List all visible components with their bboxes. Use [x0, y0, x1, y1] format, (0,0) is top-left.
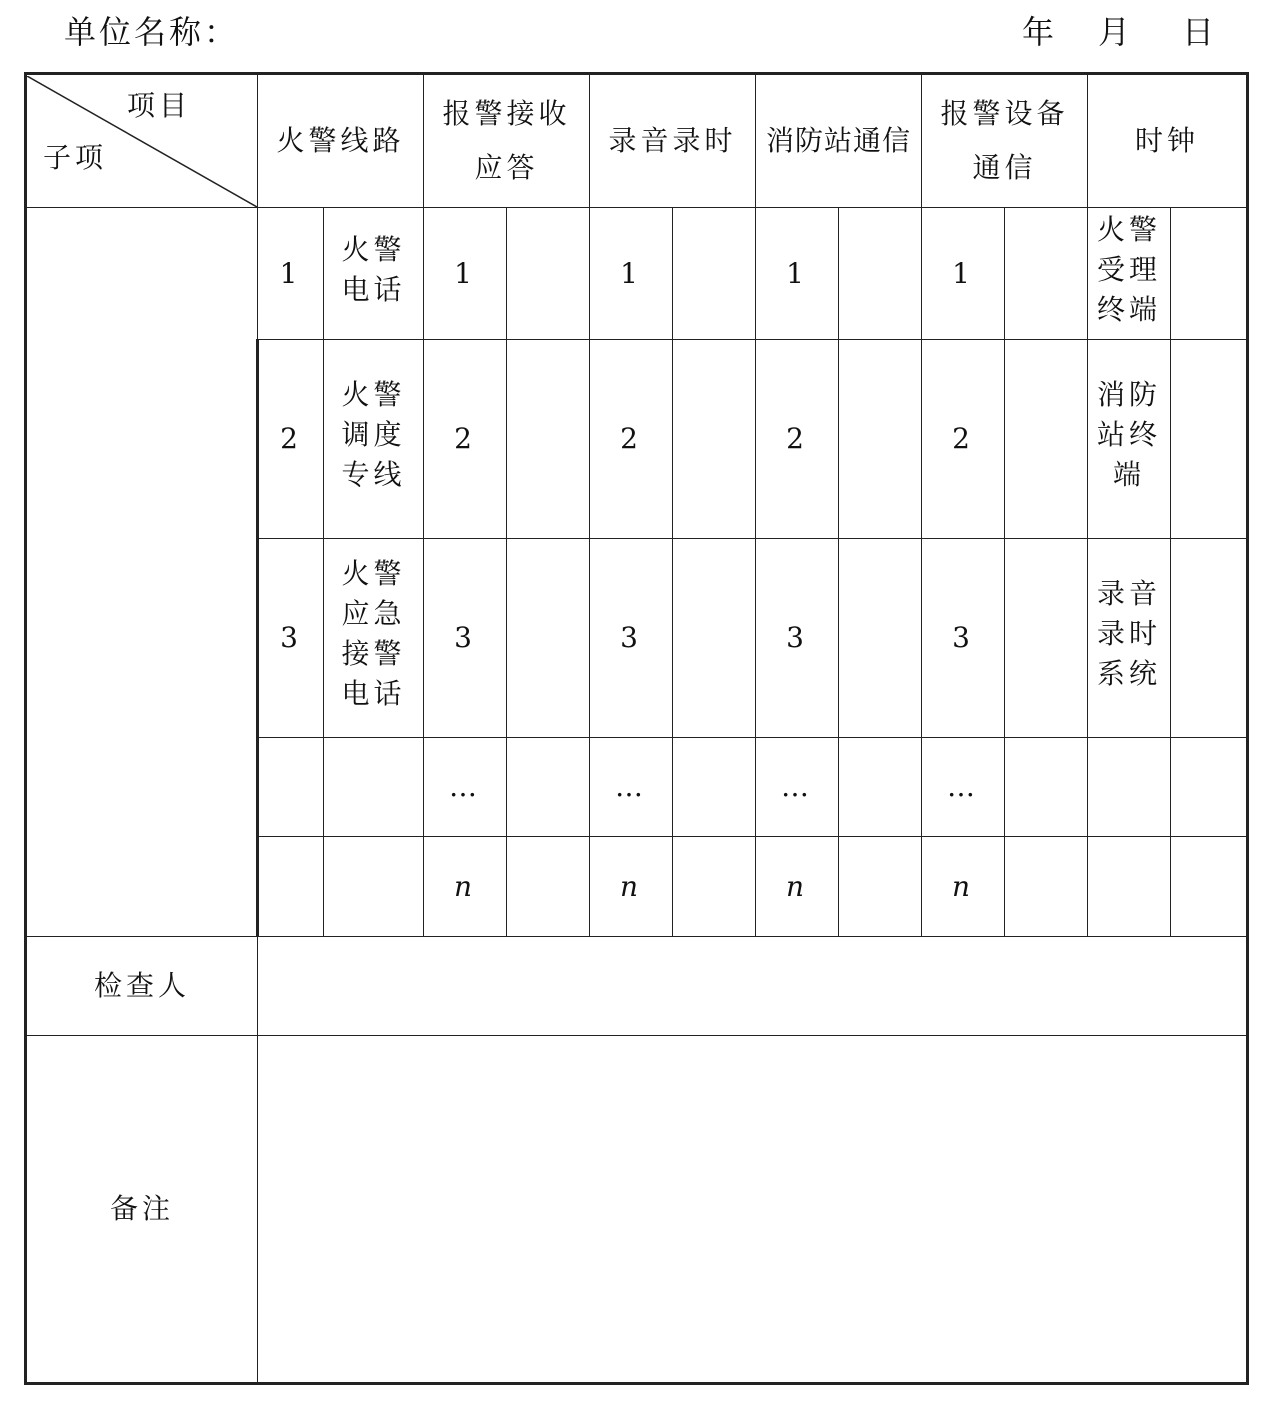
device-no: 2 [922, 340, 1005, 539]
remarks-row [26, 1036, 1248, 1384]
col-alarm-receive [424, 74, 590, 208]
unit-name-label: 单位名称： [64, 13, 240, 51]
row-number [258, 738, 324, 837]
remarks-field[interactable] [258, 1036, 1248, 1384]
corner-item-label: 项目 [126, 88, 191, 122]
station-no: 3 [756, 539, 839, 738]
receive-result[interactable] [507, 738, 590, 837]
clock-item-cell [1088, 539, 1171, 738]
col-alarm-device-comm-label: 报警设备通信 [940, 96, 1069, 184]
device-result[interactable] [1005, 837, 1088, 937]
clock-item: 录音录时系统 [1097, 577, 1162, 690]
table-row [26, 208, 1248, 340]
device-result[interactable] [1005, 340, 1088, 539]
row-number [258, 837, 324, 937]
receive-no: 1 [424, 208, 507, 340]
station-result[interactable] [839, 738, 922, 837]
recording-result[interactable] [673, 837, 756, 937]
station-no: 2 [756, 340, 839, 539]
line-name-cell [324, 208, 424, 340]
station-result[interactable] [839, 539, 922, 738]
col-fire-line-label: 火警线路 [276, 124, 405, 157]
station-result[interactable] [839, 208, 922, 340]
station-result[interactable] [839, 340, 922, 539]
inspection-form [24, 72, 1249, 1385]
col-clock-label: 时钟 [1135, 124, 1200, 157]
inspection-table [24, 72, 1249, 1385]
receive-result[interactable] [507, 208, 590, 340]
device-no: 1 [922, 208, 1005, 340]
date-year-label: 年 [1022, 13, 1058, 51]
clock-result[interactable] [1171, 208, 1248, 340]
line-name-cell [324, 340, 424, 539]
recording-result[interactable] [673, 340, 756, 539]
receive-result[interactable] [507, 837, 590, 937]
station-no: n [756, 837, 839, 937]
station-no: 1 [756, 208, 839, 340]
clock-item-cell [1088, 208, 1171, 340]
recording-result[interactable] [673, 539, 756, 738]
station-no: … [756, 738, 839, 837]
date-line [1022, 10, 1217, 54]
col-alarm-device-comm [922, 74, 1088, 208]
line-name: 火警应急接警电话 [341, 557, 406, 710]
receive-result[interactable] [507, 340, 590, 539]
recording-result[interactable] [673, 738, 756, 837]
date-day-label: 日 [1182, 13, 1218, 51]
clock-item-cell [1088, 837, 1171, 937]
clock-item-cell [1088, 738, 1171, 837]
row-number: 3 [258, 539, 324, 738]
device-no: … [922, 738, 1005, 837]
recording-no: 3 [590, 539, 673, 738]
clock-result[interactable] [1171, 539, 1248, 738]
recording-no: n [590, 837, 673, 937]
clock-item: 火警受理终端 [1097, 212, 1162, 326]
inspector-label: 检查人 [26, 937, 258, 1036]
row-number: 1 [258, 208, 324, 340]
clock-item-cell [1088, 340, 1171, 539]
header-row [26, 74, 1248, 208]
row-number: 2 [258, 340, 324, 539]
col-station-comm [756, 74, 922, 208]
receive-no: 2 [424, 340, 507, 539]
recording-no: 2 [590, 340, 673, 539]
recording-result[interactable] [673, 208, 756, 340]
device-result[interactable] [1005, 539, 1088, 738]
device-no: n [922, 837, 1005, 937]
station-result[interactable] [839, 837, 922, 937]
receive-no: … [424, 738, 507, 837]
receive-no: n [424, 837, 507, 937]
inspector-row [26, 937, 1248, 1036]
date-month-label: 月 [1098, 13, 1134, 51]
recording-no: 1 [590, 208, 673, 340]
corner-subitem-label: 子项 [43, 140, 108, 174]
device-no: 3 [922, 539, 1005, 738]
clock-result[interactable] [1171, 340, 1248, 539]
line-name: 火警电话 [341, 232, 406, 306]
line-name-cell [324, 837, 424, 937]
subitem-merged-cell [26, 208, 258, 937]
recording-no: … [590, 738, 673, 837]
clock-result[interactable] [1171, 738, 1248, 837]
line-name-cell [324, 738, 424, 837]
clock-item: 消防站终端 [1097, 378, 1162, 491]
col-clock [1088, 74, 1248, 208]
col-alarm-receive-label: 报警接收应答 [442, 96, 571, 184]
receive-result[interactable] [507, 539, 590, 738]
remarks-label: 备注 [26, 1036, 258, 1384]
line-name-cell [324, 539, 424, 738]
col-recording [590, 74, 756, 208]
device-result[interactable] [1005, 208, 1088, 340]
col-recording-label: 录音录时 [608, 124, 737, 157]
clock-result[interactable] [1171, 837, 1248, 937]
col-station-comm-label: 消防站通信 [766, 124, 912, 157]
corner-cell [26, 74, 258, 208]
device-result[interactable] [1005, 738, 1088, 837]
line-name: 火警调度专线 [341, 378, 406, 491]
col-fire-line [258, 74, 424, 208]
receive-no: 3 [424, 539, 507, 738]
inspector-field[interactable] [258, 937, 1248, 1036]
